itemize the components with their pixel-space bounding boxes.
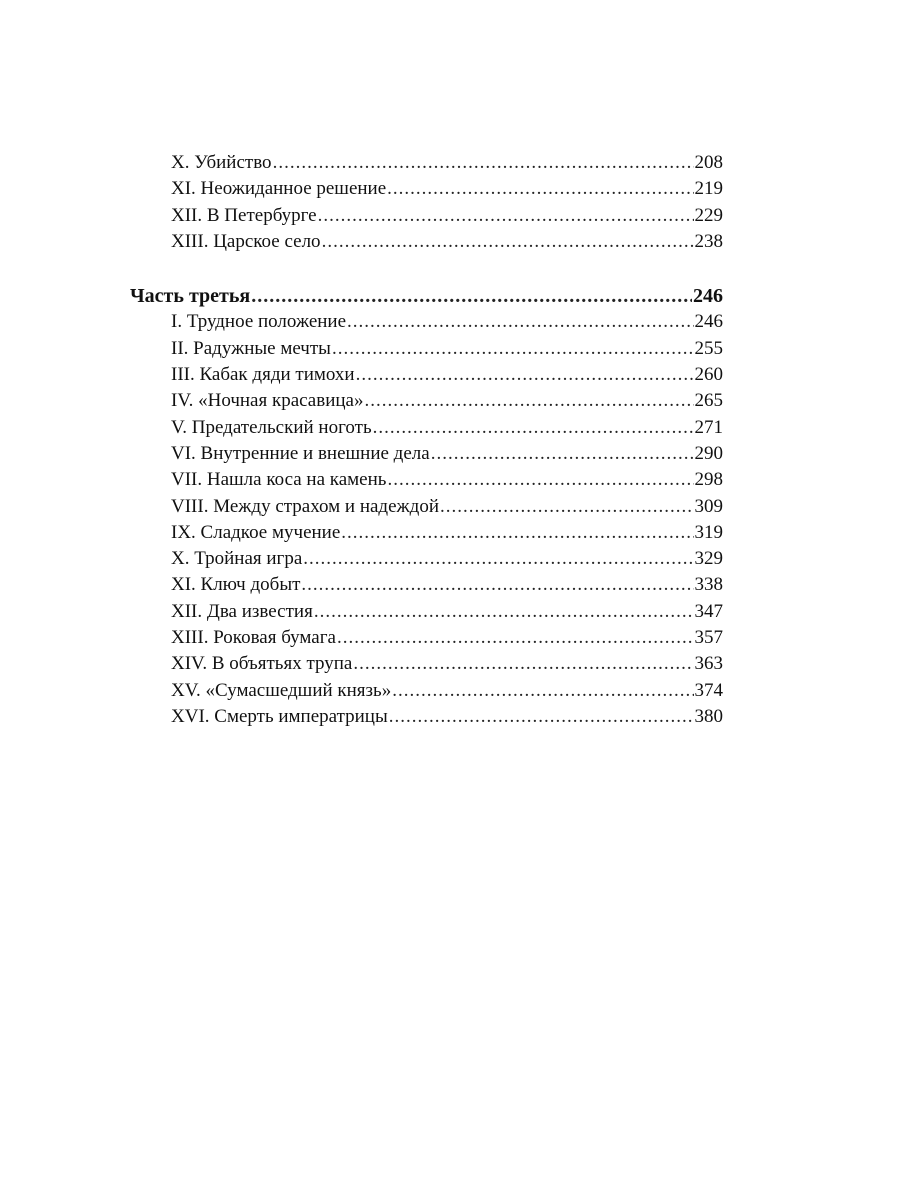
toc-entry-page: 298 xyxy=(694,469,723,491)
toc-entry-title: XII. Два известия xyxy=(171,600,313,622)
toc-entry xyxy=(130,336,723,362)
toc-entry xyxy=(130,362,723,388)
toc-entry-title: VI. Внутренние и внешние дела xyxy=(171,442,430,464)
toc-entry-title: IV. «Ночная красавица» xyxy=(171,390,364,412)
toc-dot-leader xyxy=(364,388,693,414)
toc-entry-title: XI. Ключ добыт xyxy=(171,574,301,596)
toc-entry-title: XIII. Царское село xyxy=(171,230,321,252)
toc-entry-title: I. Трудное положение xyxy=(171,311,347,333)
toc-entry xyxy=(130,176,723,202)
toc-dot-leader xyxy=(337,625,694,651)
toc-entry-page: 260 xyxy=(694,364,723,386)
toc-dot-leader xyxy=(356,362,694,388)
toc-entry xyxy=(130,625,723,651)
toc-entry-page: 380 xyxy=(694,705,723,727)
toc-entry-page: 329 xyxy=(694,548,723,570)
toc-entry xyxy=(130,520,723,546)
toc-dot-leader xyxy=(353,651,693,677)
toc-entry xyxy=(130,546,723,572)
toc-dot-leader xyxy=(273,150,694,176)
toc-dot-leader xyxy=(318,203,694,229)
toc-dot-leader xyxy=(440,494,694,520)
toc-entry-title: XIII. Роковая бумага xyxy=(171,627,336,649)
toc-entry-page: 255 xyxy=(694,337,723,359)
toc-entry xyxy=(130,415,723,441)
toc-entry-page: 238 xyxy=(694,230,723,252)
toc-entry-title: XV. «Сумасшедший князь» xyxy=(171,679,392,701)
toc-dot-leader xyxy=(392,678,693,704)
toc-entry-title: III. Кабак дяди тимохи xyxy=(171,364,355,386)
toc-entry-page: 246 xyxy=(694,311,723,333)
toc-entry-page: 229 xyxy=(694,204,723,226)
toc-dot-leader xyxy=(341,520,693,546)
toc-dot-leader xyxy=(431,441,694,467)
toc-entry xyxy=(130,651,723,677)
toc-entry-title: VII. Нашла коса на камень xyxy=(171,469,387,491)
toc-entry xyxy=(130,678,723,704)
toc-dot-leader xyxy=(314,599,694,625)
toc-entry-title: X. Убийство xyxy=(171,152,272,173)
toc-entry-page: 208 xyxy=(694,152,723,173)
toc-entry-page: 357 xyxy=(694,627,723,649)
toc-dot-leader xyxy=(387,176,693,202)
toc-dot-leader xyxy=(387,467,693,493)
toc-entry xyxy=(130,704,723,730)
toc-entry-title: XVI. Смерть императрицы xyxy=(171,705,388,727)
toc-entry-title: II. Радужные мечты xyxy=(171,337,331,359)
toc-entry-page: 265 xyxy=(694,390,723,412)
toc-entry xyxy=(130,441,723,467)
toc-entry-page: 319 xyxy=(694,521,723,543)
toc-part-three xyxy=(130,283,723,730)
toc-entry-title: XI. Неожиданное решение xyxy=(171,178,387,200)
toc-list xyxy=(130,150,723,730)
toc-dot-leader xyxy=(373,415,694,441)
toc-entry xyxy=(130,388,723,414)
toc-entry xyxy=(130,309,723,335)
toc-entry xyxy=(130,150,723,176)
toc-entry-page: 271 xyxy=(694,416,723,438)
toc-continued-chapters xyxy=(130,150,723,255)
toc-dot-leader xyxy=(303,546,693,572)
toc-entry-page: 219 xyxy=(694,178,723,200)
toc-part-heading xyxy=(130,283,723,309)
toc-entry-title: VIII. Между страхом и надеждой xyxy=(171,495,439,517)
toc-entry-title: V. Предательский ноготь xyxy=(171,416,372,438)
toc-dot-leader xyxy=(389,704,694,730)
toc-entry xyxy=(130,572,723,598)
toc-entry xyxy=(130,599,723,625)
toc-dot-leader xyxy=(251,283,692,309)
toc-entry-page: 363 xyxy=(694,653,723,675)
toc-entry-title: X. Тройная игра xyxy=(171,548,303,570)
toc-entry-page: 338 xyxy=(694,574,723,596)
toc-dot-leader xyxy=(301,572,693,598)
toc-entry xyxy=(130,229,723,255)
toc-dot-leader xyxy=(332,336,694,362)
toc-dot-leader xyxy=(322,229,694,255)
toc-part-title: Часть третья xyxy=(130,285,251,308)
toc-part-page: 246 xyxy=(693,285,723,308)
toc-entry-title: IX. Сладкое мучение xyxy=(171,521,341,543)
toc-entry xyxy=(130,467,723,493)
toc-entry xyxy=(130,494,723,520)
toc-entry-page: 309 xyxy=(694,495,723,517)
toc-entry-page: 290 xyxy=(694,442,723,464)
toc-entry-page: 347 xyxy=(694,600,723,622)
toc-entry xyxy=(130,203,723,229)
toc-entry-page: 374 xyxy=(694,679,723,701)
toc-entry-title: XIV. В объятьях трупа xyxy=(171,653,353,675)
toc-dot-leader xyxy=(347,309,693,335)
toc-entry-title: XII. В Петербурге xyxy=(171,204,317,226)
